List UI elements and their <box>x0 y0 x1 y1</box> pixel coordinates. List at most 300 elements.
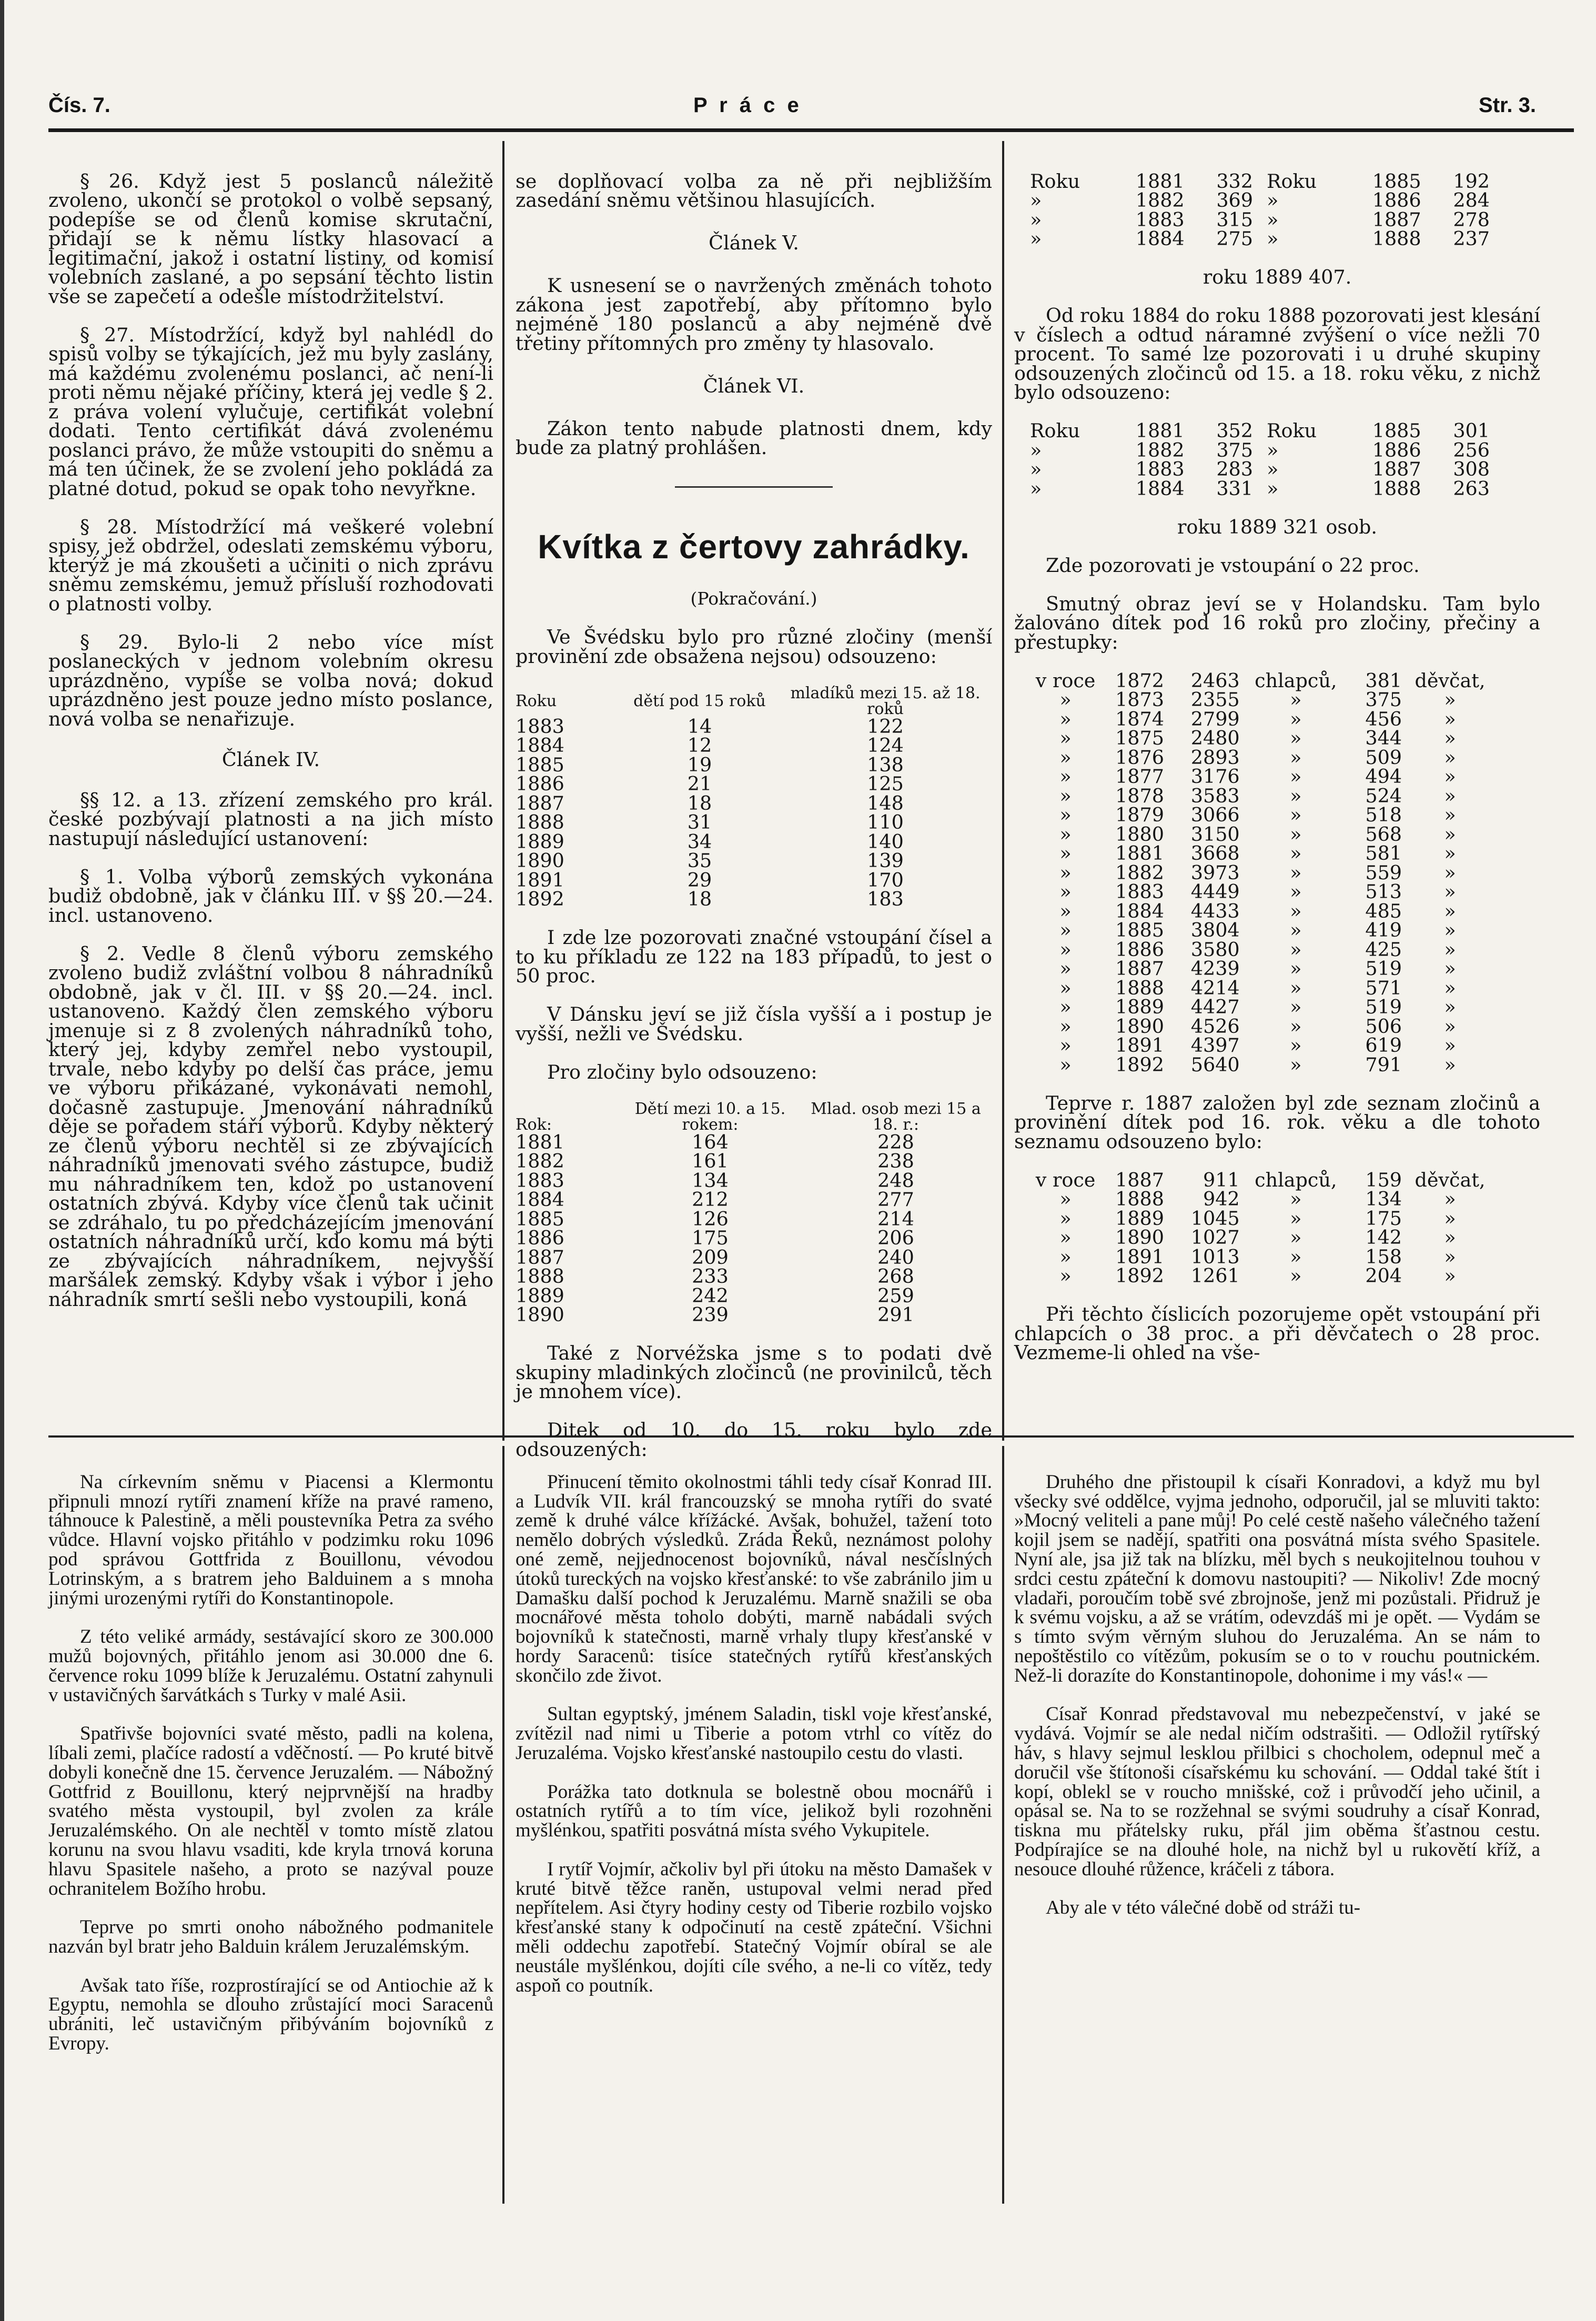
table-cell: 1886 <box>516 1227 564 1249</box>
table-cell: děvčat, <box>1415 669 1486 692</box>
table-cell: » <box>1444 803 1456 826</box>
table-cell: chlapců, <box>1255 1168 1337 1191</box>
table-cell: Roku <box>1266 419 1317 442</box>
table-cell: » <box>1059 880 1072 903</box>
table-cell: 124 <box>867 734 904 757</box>
table-row <box>1025 844 1498 863</box>
paragraph: Aby ale v této válečné době od stráži tu- <box>1046 1897 1360 1919</box>
table-cell: 2355 <box>1190 688 1240 711</box>
table-cell: » <box>1030 477 1042 500</box>
table-cell: » <box>1266 438 1279 461</box>
table-cell: 204 <box>1365 1264 1402 1287</box>
table-cell: » <box>1059 919 1072 941</box>
subtitle: (Pokračování.) <box>690 588 817 609</box>
page-edge <box>0 0 4 2321</box>
table-cell: 238 <box>877 1150 914 1172</box>
table-cell: » <box>1290 861 1302 884</box>
table-cell: » <box>1444 822 1456 846</box>
table-cell: 12 <box>687 734 712 757</box>
table-cell: 1890 <box>1115 1014 1164 1038</box>
table-cell: » <box>1266 227 1279 250</box>
table-row <box>1025 940 1498 960</box>
table-cell: 158 <box>1365 1245 1402 1268</box>
table-cell: 291 <box>877 1303 914 1326</box>
paragraph: I rytíř Vojmír, ačkoliv byl při útoku na město Damašek v kruté bitvě těžce raněn, ustupoval velmi nerad před nepřítelem. Asi čtyry hodiny cesty od Tiberie rozbilo vojsko křesťanské stany k odpočinutí na cestě zpáteční. Všichni měli oddechu zapotřebí. Statečný Vojmír obíral se ale neustále myšlénkou, dojíti cíle svého, a ne-li co vítěz, tedy aspoň co poutník. <box>516 1858 992 1996</box>
table-cell: 1885 <box>1115 919 1164 941</box>
paragraph: Teprve r. 1887 založen byl zde seznam zločinů a provinění dítek pod 16. rok. věku a dle tohoto seznamu odsouzeno bylo: <box>1014 1091 1540 1153</box>
table-row <box>1025 1017 1498 1037</box>
table-row <box>1025 690 1498 710</box>
table-cell: 248 <box>877 1169 914 1192</box>
table-row <box>1025 1209 1498 1229</box>
table-cell: 34 <box>687 830 712 853</box>
table-cell: 791 <box>1365 1053 1402 1076</box>
table-cell: 1889 <box>516 830 564 853</box>
table-row <box>1025 1056 1498 1075</box>
table-cell: 4397 <box>1190 1034 1240 1057</box>
table-cell: 344 <box>1365 727 1402 749</box>
table-cell: 161 <box>692 1150 729 1172</box>
table-cell: 1876 <box>1115 746 1164 769</box>
table-cell: 1891 <box>1115 1245 1164 1268</box>
paragraph: I zde lze pozorovati značné vstoupání čísel a to ku příkladu ze 122 na 183 případů, to jest o 50 proc. <box>516 926 992 987</box>
table-cell: 1890 <box>516 849 564 872</box>
paragraph: Při těchto číslicích pozorujeme opět vstoupání při chlapcích o 38 proc. a při děvčatech o 28 proc. Vezmeme-li ohled na vše- <box>1014 1303 1540 1364</box>
table-cell: 1881 <box>1135 419 1185 442</box>
table-cell: 2463 <box>1190 669 1240 692</box>
table-cell: Roku <box>1030 419 1080 442</box>
table-row <box>516 871 992 890</box>
table-cell: 148 <box>867 791 904 815</box>
table-cell: » <box>1059 727 1072 749</box>
table-row <box>1025 902 1498 921</box>
table-row <box>516 851 992 871</box>
table-cell: 242 <box>692 1284 729 1307</box>
table-cell: 1885 <box>516 753 564 776</box>
table-cell: 308 <box>1453 458 1490 480</box>
table-cell: 192 <box>1453 169 1490 193</box>
table-cell: » <box>1030 227 1042 250</box>
table-cell: 142 <box>1365 1226 1402 1249</box>
table-cell: 18 <box>687 791 712 815</box>
table-cell: » <box>1059 746 1072 769</box>
table-cell: 1888 <box>516 811 564 833</box>
table-cell: » <box>1444 957 1456 980</box>
table-cell: » <box>1290 957 1302 980</box>
table-cell: » <box>1290 765 1302 788</box>
table-cell: 369 <box>1216 189 1253 212</box>
table-cell: 263 <box>1453 477 1490 500</box>
table-cell: 134 <box>692 1169 729 1192</box>
table-cell: 331 <box>1216 477 1253 500</box>
table-row <box>516 794 992 813</box>
table-row <box>516 890 992 909</box>
table-cell: 1888 <box>1372 477 1421 500</box>
table-cell: 1873 <box>1115 688 1164 711</box>
table-cell: 1883 <box>1135 458 1185 480</box>
table-cell: 1885 <box>516 1207 564 1230</box>
table-row <box>1025 959 1498 979</box>
table-cell: » <box>1059 957 1072 980</box>
paragraph: § 27. Místodržící, když byl nahlédl do spisů volby se týkajících, jež mu byly zaslány, má každému zvolenému poslanci, ač není-li proti němu nějaké příčiny, která jej vedle § 2. z práva volení vylučuje, certifikát volební dodati. Tento certifikát dává zvolenému poslanci právo, že může vstoupiti do sněmu a má ten účinek, že se zvolení jeho pokládá za platné dotud, pokud se opak toho nevyřkne. <box>48 323 493 500</box>
table-row <box>516 1248 992 1268</box>
table-cell: 1883 <box>1135 208 1185 231</box>
table-cell: » <box>1290 919 1302 941</box>
table-cell: 419 <box>1365 919 1402 941</box>
table-cell: 911 <box>1203 1168 1240 1191</box>
table-cell: 14 <box>687 715 712 738</box>
table-cell: 1887 <box>1372 208 1421 231</box>
table-cell: » <box>1444 1034 1456 1057</box>
table-cell: 1888 <box>516 1265 564 1288</box>
table-cell: 1882 <box>1135 189 1185 212</box>
table-row <box>516 717 992 737</box>
table-row <box>516 832 992 852</box>
paragraph: Na církevním sněmu v Piacensi a Klermontu připnuli mnozí rytíři znamení kříže na pravé rameno, táhnouce k Palestině, a měli poustevníka Petra za svého vůdce. Hlavní vojsko přitáhlo v podzimku roku 1096 pod správou Gottfrida z Bouillonu, vévodou Lotrinským, a s bratrem jeho Balduinem a s mnoha jinými urozenými rytíři do Konstantinopole. <box>48 1471 493 1609</box>
table-cell: 1875 <box>1115 727 1164 749</box>
table-cell: » <box>1059 842 1072 865</box>
table-row <box>1025 748 1498 768</box>
table-cell: 3066 <box>1190 803 1240 826</box>
table-cell: 456 <box>1365 707 1402 730</box>
table-row <box>1030 191 1503 210</box>
table-row <box>1025 787 1498 806</box>
newspaper-title: P r á c e <box>693 94 802 117</box>
table-cell: 513 <box>1365 880 1402 903</box>
paragraph: § 28. Místodržící má veškeré volební spisy, jež obdržel, odeslati zemskému výboru, kterýž je má zkoušeti a učiniti o nich zprávu sněmu zemskému, jemuž přísluší rozhodovati o platnosti volby. <box>48 515 493 615</box>
table-row <box>516 1152 992 1171</box>
table-row <box>1025 1267 1498 1286</box>
table-cell: » <box>1059 803 1072 826</box>
table-cell: » <box>1444 1226 1456 1249</box>
table-cell: 240 <box>877 1245 914 1269</box>
table-cell: 375 <box>1216 438 1253 461</box>
table-row <box>1025 767 1498 787</box>
table-cell: » <box>1030 458 1042 480</box>
table-cell: 4239 <box>1190 957 1240 980</box>
table-cell: 4526 <box>1190 1014 1240 1038</box>
table-row <box>516 1133 992 1152</box>
table-cell: 283 <box>1216 458 1253 480</box>
table-cell: 126 <box>692 1207 729 1230</box>
table-row <box>1025 710 1498 729</box>
norway-table-youth <box>1030 421 1503 498</box>
table-cell: » <box>1444 1207 1456 1230</box>
table-header: Dětí mezi 10. a 15. rokem: <box>634 1099 786 1134</box>
table-cell: » <box>1290 1034 1302 1057</box>
table-row <box>516 813 992 832</box>
table-cell: 122 <box>867 715 904 738</box>
table-cell: 256 <box>1453 438 1490 461</box>
paragraph: Avšak tato říše, rozprostírající se od Antiochie až k Egyptu, nemohla se dlouho zrůstající moci Saracenů ubrániti, leč ustavičným přibýváním bojovníků z Evropy. <box>48 1974 493 2054</box>
table-row <box>1030 479 1503 499</box>
table-cell: » <box>1444 1188 1456 1210</box>
table-cell: 233 <box>692 1265 729 1288</box>
table-cell: 277 <box>877 1188 914 1211</box>
table-cell: 175 <box>1365 1207 1402 1230</box>
table-cell: » <box>1444 880 1456 903</box>
paragraph: §§ 12. a 13. zřízení zemského pro král. české pozbývají platnosti a na jich místo nastupují následující ustanovení: <box>48 788 493 850</box>
table-cell: 206 <box>877 1227 914 1249</box>
table-cell: » <box>1444 707 1456 730</box>
table-cell: 4449 <box>1190 880 1240 903</box>
table-cell: 1872 <box>1115 669 1164 692</box>
table-cell: 559 <box>1365 861 1402 884</box>
table-cell: 134 <box>1365 1188 1402 1210</box>
table-cell: 139 <box>867 849 904 872</box>
column-divider <box>1002 1446 1004 2204</box>
table-cell: 485 <box>1365 899 1402 922</box>
table-cell: 31 <box>687 811 712 833</box>
table-cell: 352 <box>1216 419 1253 442</box>
table-cell: » <box>1059 1014 1072 1038</box>
table-cell: 1884 <box>516 1188 564 1211</box>
table-cell: » <box>1290 822 1302 846</box>
table-cell: 2893 <box>1190 746 1240 769</box>
table-row <box>516 1229 992 1248</box>
table-cell: 1892 <box>1115 1264 1164 1287</box>
table-cell: 275 <box>1216 227 1253 250</box>
table-cell: » <box>1444 727 1456 749</box>
table-cell: 259 <box>877 1284 914 1307</box>
table-cell: 1886 <box>1372 438 1421 461</box>
paragraph: Zákon tento nabude platnosti dnem, kdy bude za platný prohlášen. <box>516 417 992 459</box>
table-cell: » <box>1444 996 1456 1018</box>
table-cell: 268 <box>877 1265 914 1288</box>
table-header: Mlad. osob mezi 15 a 18. r.: <box>811 1099 981 1134</box>
table-cell: » <box>1290 1188 1302 1210</box>
table-cell: 1887 <box>1372 458 1421 480</box>
table-footnote: roku 1889 407. <box>1203 266 1352 288</box>
holland-register-table <box>1025 1168 1498 1287</box>
table-cell: v roce <box>1035 1168 1096 1191</box>
table-cell: » <box>1444 976 1456 999</box>
table-cell: 170 <box>867 868 904 891</box>
column-divider <box>1002 141 1004 1441</box>
table-cell: 125 <box>867 772 904 795</box>
table-cell: 284 <box>1453 189 1490 212</box>
table-cell: » <box>1290 707 1302 730</box>
table-cell: » <box>1290 1053 1302 1076</box>
table-row <box>1025 1036 1498 1056</box>
table-cell: 3804 <box>1190 919 1240 941</box>
paragraph: § 26. Když jest 5 poslanců náležitě zvoleno, ukončí se protokol o volbě sepsaný, podepíše se od členů komise skrutační, přidají se k němu lístky hlasovací a legitimační, jakož i ostatní listiny, od komisí volebních zaslané, a po sepsání těchto listin vše se zapečetí a odešle místodržitelství. <box>48 169 493 308</box>
table-cell: 1892 <box>516 888 564 910</box>
table-cell: 1877 <box>1115 765 1164 788</box>
table-cell: 1887 <box>1115 1168 1164 1191</box>
table-cell: 619 <box>1365 1034 1402 1057</box>
table-cell: » <box>1444 746 1456 769</box>
paragraph: Ditek od 10. do 15. roku bylo zde odsouzených: <box>516 1419 992 1461</box>
table-row <box>516 736 992 756</box>
sweden-table <box>516 686 992 909</box>
paragraph: Porážka tato dotknula se bolestně obou mocnářů i ostatních rytířů a to tím více, jelikož byli rozohněni myšlénkou, spatřiti posvátná místa svého Vykupitele. <box>516 1781 992 1842</box>
table-cell: » <box>1290 880 1302 903</box>
table-cell: 1880 <box>1115 822 1164 846</box>
table-cell: 1892 <box>1115 1053 1164 1076</box>
table-cell: 159 <box>1365 1168 1402 1191</box>
table-cell: chlapců, <box>1255 669 1337 692</box>
table-cell: 35 <box>687 849 712 872</box>
table-cell: 183 <box>867 888 904 910</box>
table-row <box>1030 172 1503 192</box>
table-cell: 1884 <box>1115 899 1164 922</box>
table-cell: 509 <box>1365 746 1402 769</box>
table-row <box>516 775 992 794</box>
table-cell: 1888 <box>1115 976 1164 999</box>
table-cell: » <box>1290 1207 1302 1230</box>
article-heading: Článek VI. <box>703 374 805 397</box>
table-cell: 1881 <box>1115 842 1164 865</box>
section-title: Kvítka z čertovy zahrádky. <box>538 527 970 566</box>
table-cell: 1882 <box>1115 861 1164 884</box>
paragraph: Přinucení těmito okolnostmi táhli tedy císař Konrad III. a Ludvík VII. král francouzský se mnoha rytíři do svaté země k druhé válce křížácké. Avšak, bohužel, tažení toto nemělo dobrých výsledků. Zráda Řeků, neznámost polohy oné země, nejjednocenost bojovníků, nával nesčíslných útoků tureckých na vojsko křesťanské: to vše zabránilo jim u Damašku další pochod k Jeruzalému. Marně snažili se oba mocnářové města toholo dobýti, marně nabádali svých bojovníků k statečnosti, marně vrhaly tlupy křesťanské v hordy Saracenů: tisíce statečných rytířů křesťanských skončilo zde život. <box>516 1471 992 1686</box>
table-cell: » <box>1290 727 1302 749</box>
table-row <box>1030 460 1503 479</box>
page-number: Str. 3. <box>1479 94 1536 117</box>
table-cell: 1878 <box>1115 784 1164 807</box>
table-cell: » <box>1030 438 1042 461</box>
table-cell: 3580 <box>1190 938 1240 961</box>
table-cell: 301 <box>1453 419 1490 442</box>
norway-table-children <box>1030 169 1503 250</box>
table-row <box>1025 806 1498 825</box>
table-cell: 5640 <box>1190 1053 1240 1076</box>
table-cell: » <box>1266 208 1279 231</box>
table-cell: v roce <box>1035 669 1096 692</box>
table-cell: » <box>1059 1034 1072 1057</box>
table-cell: » <box>1059 861 1072 884</box>
table-cell: 1881 <box>1135 169 1185 193</box>
table-cell: 1889 <box>1115 1207 1164 1230</box>
table-cell: 228 <box>877 1130 914 1153</box>
table-cell: 21 <box>687 772 712 795</box>
table-row <box>1025 1171 1498 1190</box>
table-cell: 29 <box>687 868 712 891</box>
table-cell: 3668 <box>1190 842 1240 865</box>
table-row <box>516 1210 992 1229</box>
table-row <box>1025 1228 1498 1248</box>
table-cell: 1890 <box>516 1303 564 1326</box>
table-cell: Roku <box>1030 169 1080 193</box>
table-cell: 1885 <box>1372 419 1421 442</box>
table-cell: 1884 <box>1135 227 1185 250</box>
table-cell: » <box>1059 688 1072 711</box>
table-cell: 1886 <box>516 772 564 795</box>
table-cell: 1889 <box>516 1284 564 1307</box>
feuilleton-column-2 <box>516 1453 992 2015</box>
table-cell: 212 <box>692 1188 729 1211</box>
table-cell: 518 <box>1365 803 1402 826</box>
table-cell: » <box>1059 765 1072 788</box>
table-cell: » <box>1059 1245 1072 1268</box>
table-cell: » <box>1290 1264 1302 1287</box>
table-cell: 18 <box>687 888 712 910</box>
table-row <box>1030 421 1503 441</box>
column-divider <box>502 1446 504 2204</box>
table-cell: 332 <box>1216 169 1253 193</box>
feuilleton-column-3 <box>1014 1453 1540 1937</box>
paragraph: V Dánsku jeví se již čísla vyšší a i postup je vyšší, nežli ve Švédsku. <box>516 1003 992 1045</box>
table-cell: » <box>1290 746 1302 769</box>
table-cell: 237 <box>1453 227 1490 250</box>
table-row <box>516 1305 992 1325</box>
table-cell: 278 <box>1453 208 1490 231</box>
table-cell: 138 <box>867 753 904 776</box>
table-cell: 3973 <box>1190 861 1240 884</box>
table-cell: » <box>1444 842 1456 865</box>
table-cell: 506 <box>1365 1014 1402 1038</box>
table-cell: 1874 <box>1115 707 1164 730</box>
table-cell: » <box>1444 899 1456 922</box>
table-row <box>516 1190 992 1210</box>
table-cell: » <box>1444 1264 1456 1287</box>
table-cell: 519 <box>1365 957 1402 980</box>
table-cell: 3176 <box>1190 765 1240 788</box>
table-row <box>1025 1190 1498 1209</box>
paragraph: Pro zločiny bylo odsouzeno: <box>547 1060 817 1083</box>
table-cell: 1891 <box>516 868 564 891</box>
table-cell: » <box>1444 1245 1456 1268</box>
table-cell: » <box>1059 1207 1072 1230</box>
paragraph: Smutný obraz jeví se v Holandsku. Tam bylo žalováno dítek pod 16 roků pro zločiny, přečiny a přestupky: <box>1014 592 1540 654</box>
table-cell: 1887 <box>516 1245 564 1269</box>
table-cell: 1879 <box>1115 803 1164 826</box>
table-row <box>1025 825 1498 845</box>
table-cell: » <box>1059 1264 1072 1287</box>
table-cell: 1886 <box>1115 938 1164 961</box>
table-cell: » <box>1444 919 1456 941</box>
paragraph: § 29. Bylo-li 2 nebo více míst poslaneckých v jednom volebním okresu uprázdněno, vypíše se volba nová; dokud uprázdněno jest pouze jedno místo poslance, nová volba se nenařizuje. <box>48 630 493 730</box>
table-cell: 4214 <box>1190 976 1240 999</box>
table-cell: 1882 <box>516 1150 564 1172</box>
table-cell: » <box>1059 938 1072 961</box>
table-cell: 3583 <box>1190 784 1240 807</box>
table-cell: 1887 <box>516 791 564 815</box>
table-cell: 1261 <box>1190 1264 1240 1287</box>
table-cell: 581 <box>1365 842 1402 865</box>
table-row <box>1025 998 1498 1017</box>
table-cell: 214 <box>877 1207 914 1230</box>
table-cell: » <box>1266 189 1279 212</box>
table-cell: » <box>1290 996 1302 1018</box>
table-footnote: roku 1889 321 osob. <box>1177 515 1378 538</box>
table-cell: 164 <box>692 1130 729 1153</box>
table-cell: 2799 <box>1190 707 1240 730</box>
table-cell: 375 <box>1365 688 1402 711</box>
table-cell: 1890 <box>1115 1226 1164 1249</box>
table-cell: Roku <box>1266 169 1317 193</box>
table-cell: 942 <box>1203 1188 1240 1210</box>
table-cell: » <box>1290 899 1302 922</box>
table-cell: 3150 <box>1190 822 1240 846</box>
table-header: dětí pod 15 roků <box>633 691 766 710</box>
table-cell: 19 <box>687 753 712 776</box>
issue-number: Čís. 7. <box>48 94 110 117</box>
paragraph: § 2. Vedle 8 členů výboru zemského zvoleno budiž zvláštní volbou 8 náhradníků obdobně, jak v čl. III. v §§ 20.—24. incl. ustanoveno. Každý člen zemského výboru jmenuje si z 8 zvolených náhradníků toho, který jej, kdyby zemřel nebo vystoupil, trvale, nebo kdyby po delší čas práce, jemu ve výboru přikázané, vykonávati nemohl, dočasně zastupuje. Jmenování náhradníků děje se pořadem stáří výborů. Kdyby některý ze členů výboru nechtěl si ze zbývajících náhradníků jmenovati svého zástupce, budiž mu náhradníkem ten, kdož po ustanovení ostatních zbývá. Kdyby více členů tak učinit se zdráhalo, tu po předcházejícím jmenování ostatních náhradníků určí, kdo komu má býti ze zbývajících náhradníkem, nejvyšší maršálek zemský. Kdyby však i výbor i jeho náhradník smrtí sešli nebo vystoupili, koná <box>48 942 493 1311</box>
table-cell: » <box>1444 784 1456 807</box>
table-cell: » <box>1059 822 1072 846</box>
table-header: Rok: <box>516 1115 552 1134</box>
table-row <box>1025 1248 1498 1267</box>
table-header: mladíků mezi 15. až 18. roků <box>790 684 981 718</box>
table-header: Roku <box>516 691 557 710</box>
table-row <box>1030 229 1503 249</box>
table-cell: děvčat, <box>1415 1168 1486 1191</box>
table-cell: 524 <box>1365 784 1402 807</box>
table-cell: 140 <box>867 830 904 853</box>
table-row <box>516 756 992 775</box>
